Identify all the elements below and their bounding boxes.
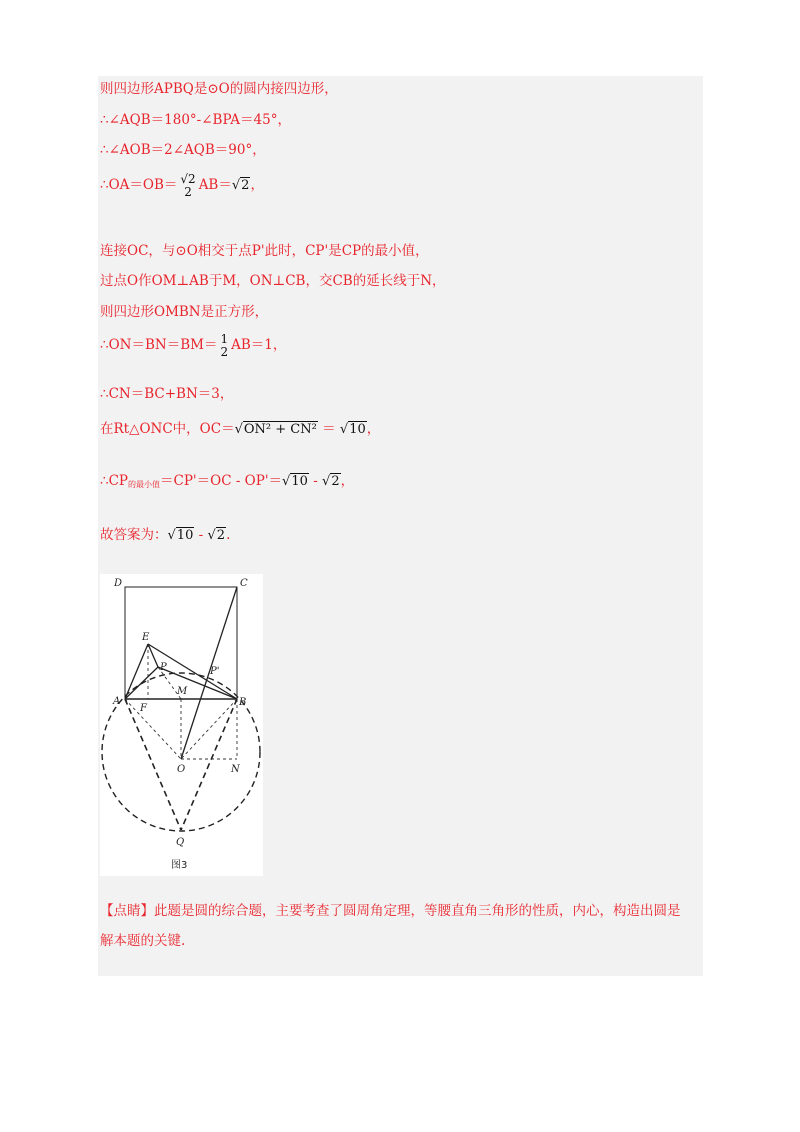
label-p: P bbox=[160, 662, 167, 673]
label-f: F bbox=[140, 703, 147, 714]
solution-line-11: $\therefore CP_{的最小值}=CP'=OC - OP'=√10 - √2$， bbox=[100, 473, 355, 489]
label-c: C bbox=[240, 578, 248, 589]
segment-ap bbox=[125, 667, 158, 699]
solution-line-4: ∴OA＝OB＝ √2 2 AB＝√2， bbox=[100, 171, 264, 199]
solution-line-12: 故答案为：√10 - √2. bbox=[100, 527, 231, 543]
label-m: M bbox=[177, 686, 188, 697]
geometry-figure bbox=[100, 574, 263, 876]
comment-paragraph bbox=[100, 896, 690, 956]
solution-line-6: 过点O作OM⊥AB于M，ON⊥CB，交CB的延长线于N， bbox=[100, 273, 446, 289]
solution-line-5: 连接OC，与⊙O相交于点P'此时，CP'是CP的最小值， bbox=[100, 243, 429, 259]
segment-bq bbox=[181, 699, 237, 830]
solution-line-10: 在Rt△ONC中，OC＝√ON² + CN² ＝ √10， bbox=[100, 421, 381, 437]
solution-line-1: 则四边形APBQ是⊙O的圆内接四边形， bbox=[100, 81, 338, 97]
label-q: Q bbox=[176, 837, 185, 848]
solution-line-3: ∴∠AOB＝2∠AQB＝90°， bbox=[100, 142, 266, 158]
label-d: D bbox=[114, 578, 123, 589]
comment-text: 此题是圆的综合题，主要考查了圆周角定理，等腰直角三角形的性质，内心，构造出圆是解本题的关键. bbox=[100, 903, 681, 949]
label-a: A bbox=[113, 696, 121, 707]
solution-line-7: 则四边形OMBN是正方形， bbox=[100, 304, 269, 320]
label-n: N bbox=[231, 764, 240, 775]
comment-tag: 【点睛】 bbox=[100, 903, 154, 919]
label-b: B bbox=[239, 697, 247, 708]
solution-line-8: ∴ON＝BN＝BM＝ 1 2 AB＝1， bbox=[100, 331, 287, 359]
segment-ae bbox=[125, 644, 148, 699]
segment-ao bbox=[125, 699, 181, 759]
fraction-one-half: 1 2 bbox=[220, 331, 229, 359]
label-e: E bbox=[142, 632, 150, 643]
solution-line-9: ∴CN＝BC+BN＝3， bbox=[100, 386, 234, 402]
figure-caption: 图3 bbox=[171, 860, 188, 871]
label-o: O bbox=[177, 764, 186, 775]
segment-bo bbox=[181, 699, 237, 759]
solution-line-2: ∴∠AQB＝180°-∠BPA＝45°， bbox=[100, 112, 291, 128]
label-p-prime: P' bbox=[210, 666, 220, 677]
segment-aq bbox=[125, 699, 181, 830]
fraction-sqrt2-over-2: √2 2 bbox=[180, 171, 196, 199]
geometry-figure-svg bbox=[100, 574, 263, 876]
